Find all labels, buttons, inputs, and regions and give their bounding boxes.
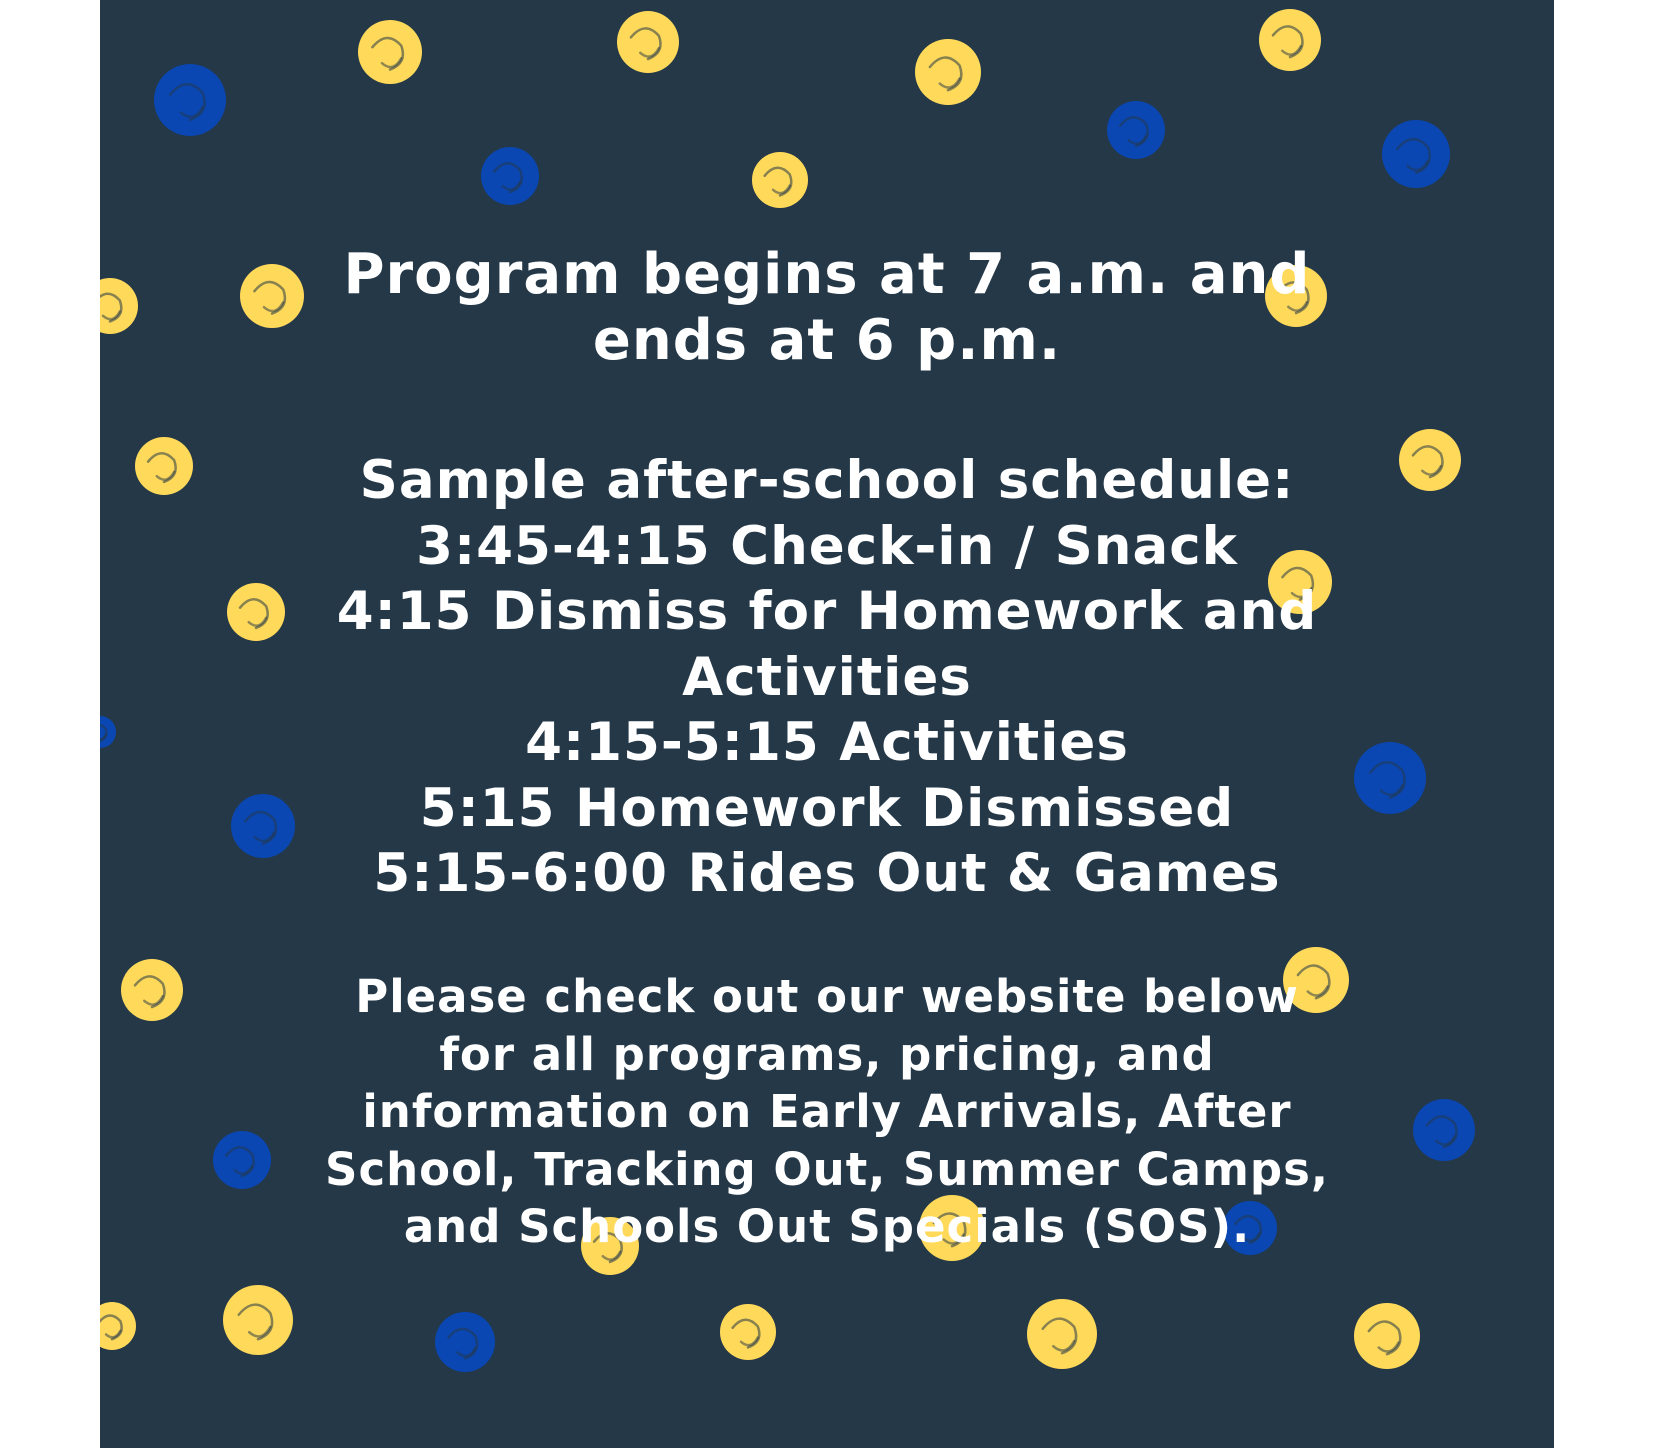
program-hours: [250, 242, 1404, 374]
schedule-item: Activities: [682, 646, 972, 708]
scribble-dot-icon: [435, 1312, 495, 1372]
schedule-heading: Sample after-school schedule:: [359, 450, 1295, 511]
flyer-card: [100, 0, 1554, 1448]
scribble-dot-icon: [915, 39, 981, 105]
info-line: information on Early Arrivals, After: [362, 1085, 1292, 1138]
scribble-dot-icon: [481, 147, 539, 205]
scribble-dot-icon: [1354, 1303, 1420, 1369]
schedule-item: 5:15-6:00 Rides Out & Games: [373, 843, 1281, 904]
scribble-dot-icon: [1382, 120, 1450, 188]
scribble-dot-icon: [1259, 9, 1321, 71]
scribble-dot-icon: [100, 716, 116, 748]
scribble-dot-icon: [1107, 101, 1165, 159]
schedule-item: 4:15 Dismiss for Homework and: [336, 581, 1318, 642]
scribble-dot-icon: [617, 11, 679, 73]
scribble-dot-icon: [100, 278, 138, 334]
scribble-dot-icon: [1027, 1299, 1097, 1369]
scribble-dot-icon: [100, 1302, 136, 1350]
info-line: and Schools Out Specials (SOS).: [403, 1200, 1251, 1253]
scribble-dot-icon: [720, 1304, 776, 1360]
hours-line: Program begins at 7 a.m. and: [343, 242, 1311, 307]
scribble-dot-icon: [1399, 429, 1461, 491]
info-line: for all programs, pricing, and: [439, 1027, 1215, 1081]
scribble-dot-icon: [121, 959, 183, 1021]
schedule-item: 5:15 Homework Dismissed: [419, 777, 1235, 839]
scribble-dot-icon: [154, 64, 226, 136]
scribble-dot-icon: [358, 20, 422, 84]
scribble-dot-icon: [135, 437, 193, 495]
schedule-item: 4:15-5:15 Activities: [525, 712, 1129, 773]
hours-line: ends at 6 p.m.: [592, 308, 1062, 373]
scribble-dot-icon: [223, 1285, 293, 1355]
scribble-dot-icon: [1413, 1099, 1475, 1161]
info-line: School, Tracking Out, Summer Camps,: [325, 1142, 1329, 1196]
scribble-dot-icon: [752, 152, 808, 208]
website-info: [250, 968, 1404, 1256]
info-line: Please check out our website below: [355, 970, 1299, 1023]
schedule-section: [250, 448, 1404, 907]
schedule-item: 3:45-4:15 Check-in / Snack: [416, 515, 1238, 577]
